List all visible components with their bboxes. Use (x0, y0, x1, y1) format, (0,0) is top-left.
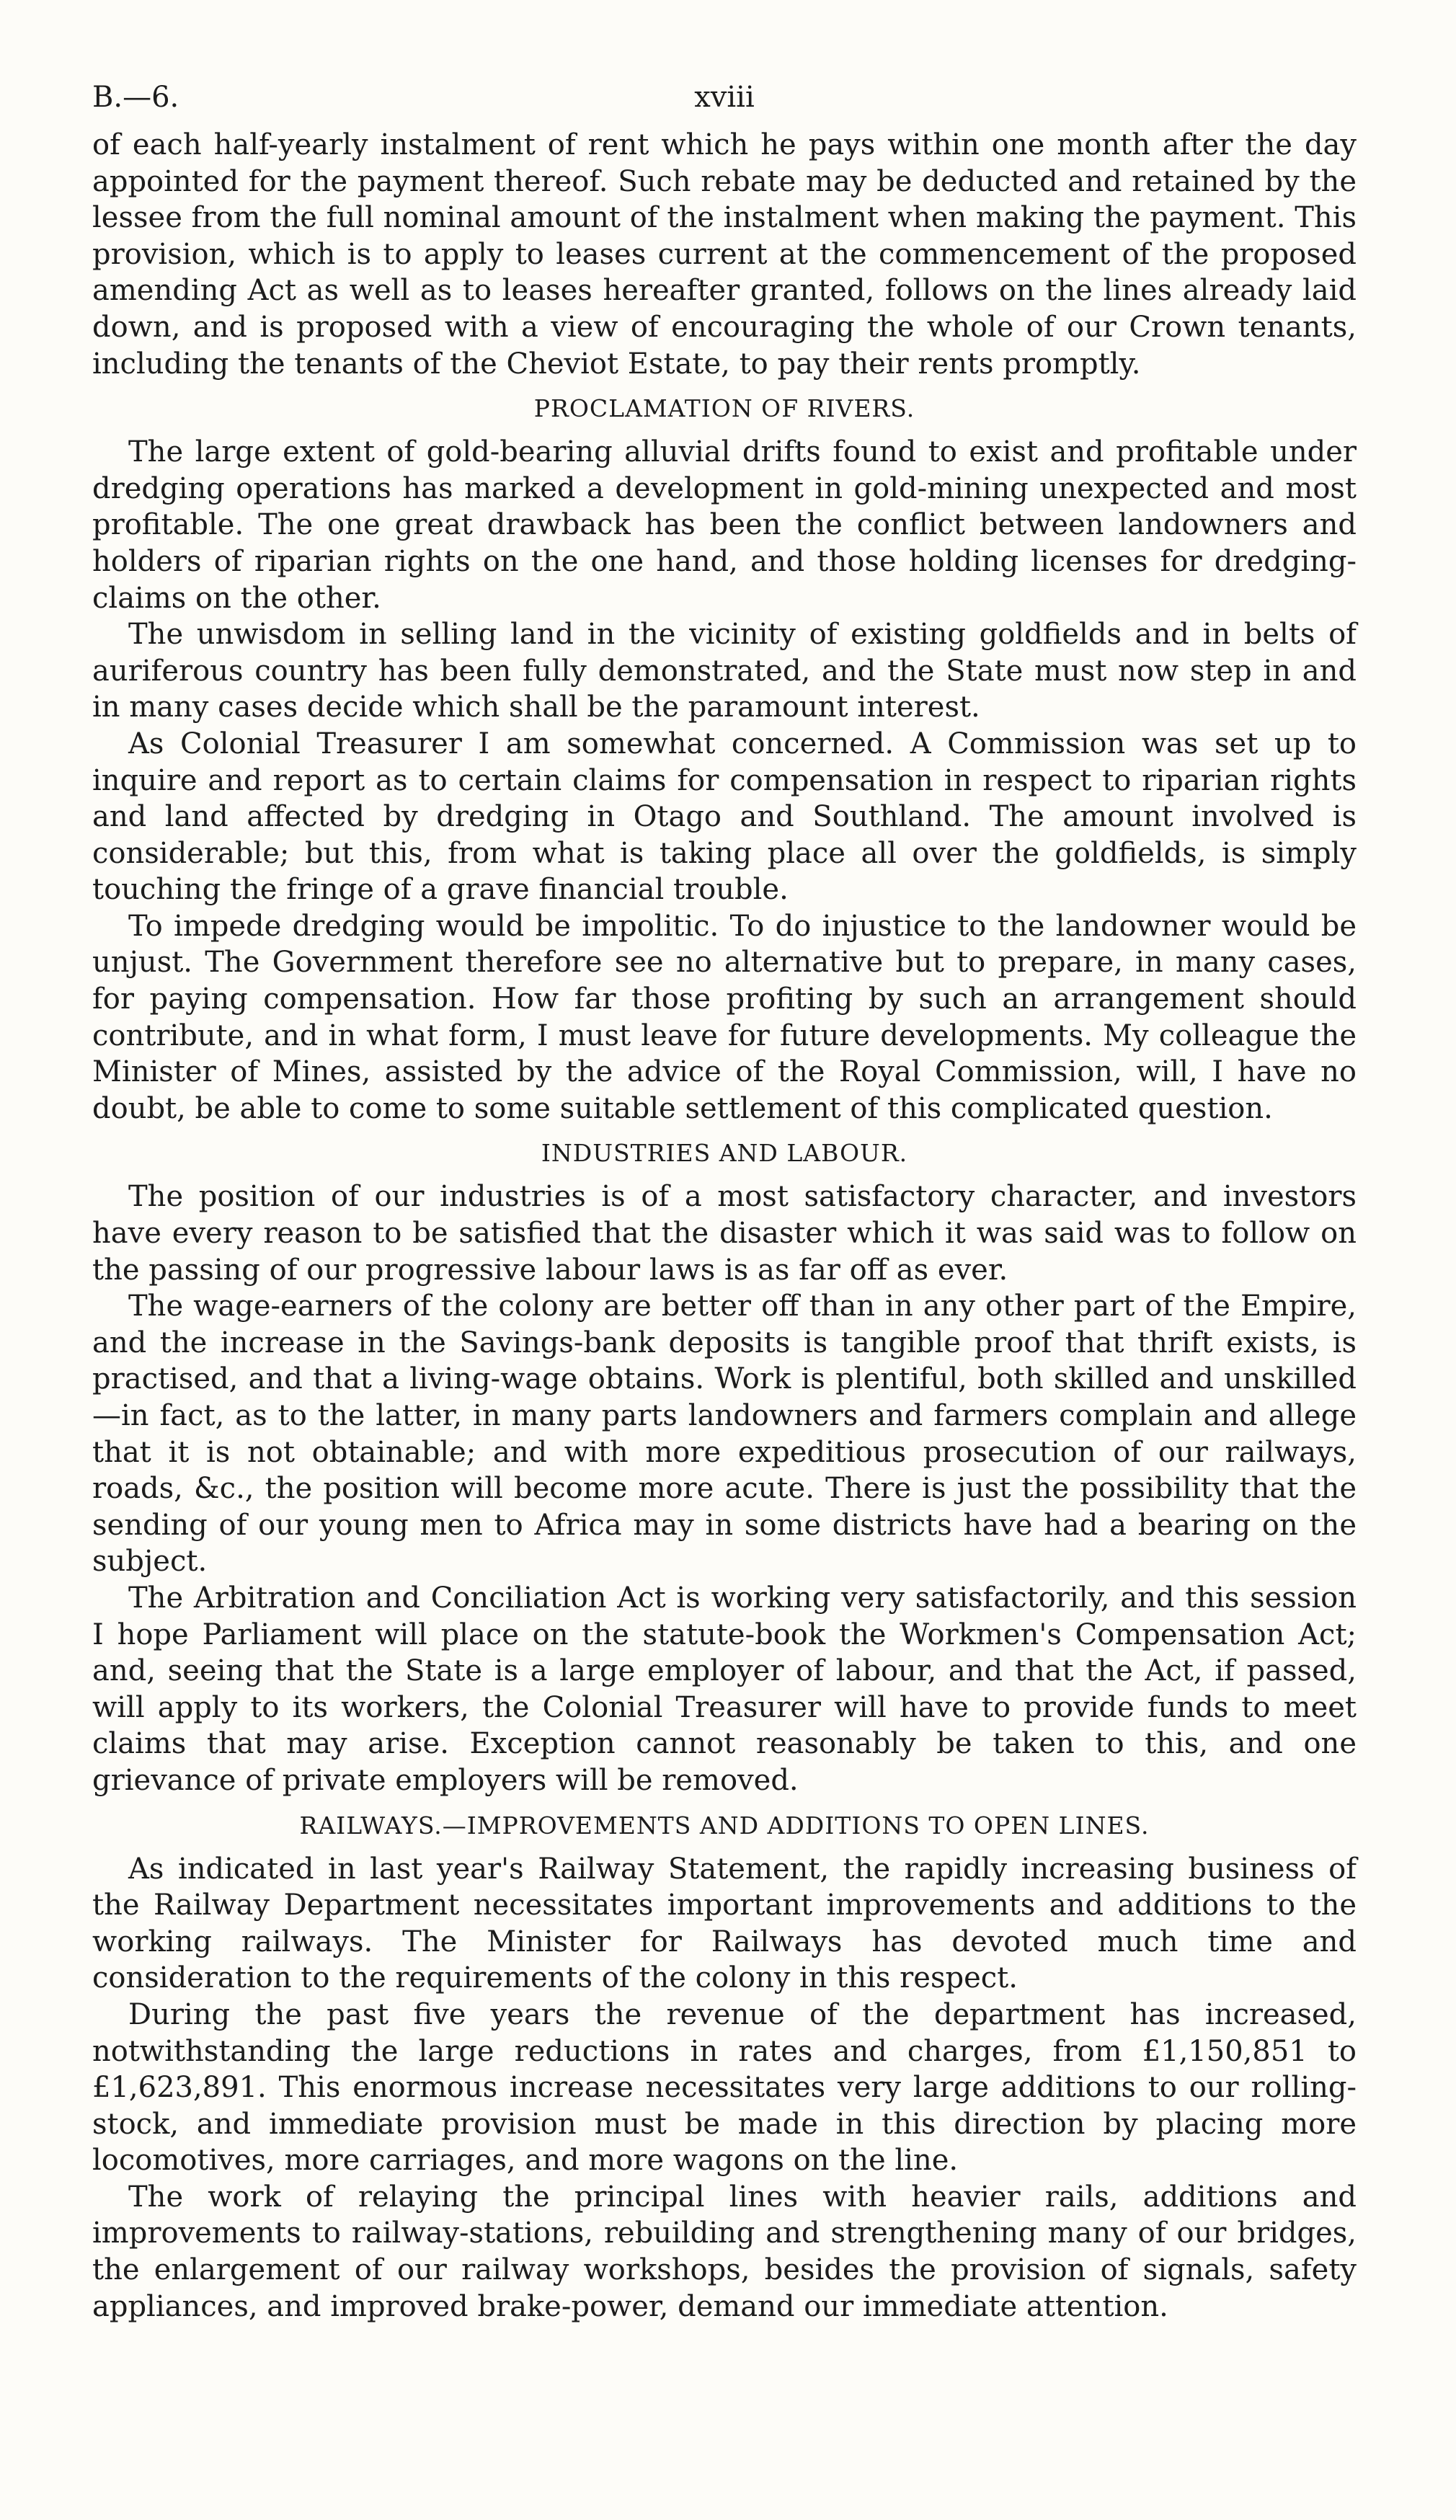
paragraph: of each half-yearly instalment of rent which he pays within one month after the day appointed for the payment thereof. Such rebate may be deducted and retained by the lessee from the full nominal amount of the instalment when making the payment. This provision, which is to apply to leases current at the commencement of the proposed amending Act as well as to leases hereafter granted, follows on the lines already laid down, and is proposed with a view of encouraging the whole of our Crown tenants, including the tenants of the Cheviot Estate, to pay their rents promptly. (92, 128, 1357, 381)
section-heading: RAILWAYS.—IMPROVEMENTS AND ADDITIONS TO OPEN LINES. (299, 1811, 1150, 1840)
section-heading: PROCLAMATION OF RIVERS. (533, 394, 915, 423)
document-reference: B.—6. (92, 81, 179, 114)
paragraph: The wage-earners of the colony are better off than in any other part of the Empire, and the increase in the Savings-bank deposits is tangible proof that thrift exists, is practised, and that a living-wage obtains. Work is plentiful, both skilled and unskilled—in fact, as to the latter, in many parts landowners and farmers complain and allege that it is not obtainable; and with more expeditious prosecution of our railways, roads, &c., the position will become more acute. There is just the possibility that the sending of our young men to Africa may in some districts have had a bearing on the subject. (92, 1290, 1357, 1579)
paragraph: The large extent of gold-bearing alluvial drifts found to exist and profitable under dredging operations has marked a development in gold-mining unexpected and most profitable. The one great drawback has been the conflict between landowners and holders of riparian rights on the one hand, and those holding licenses for dredging-claims on the other. (92, 435, 1357, 615)
paragraph: As indicated in last year's Railway Statement, the rapidly increasing business of the Railway Department necessitates important improvements and additions to the working railways. The Minister for Railways has devoted much time and consideration to the requirements of the colony in this respect. (92, 1852, 1357, 1995)
section-railways-improvements (92, 1809, 1357, 2325)
section-rent-rebate (92, 127, 1357, 382)
section-industries-and-labour (92, 1137, 1357, 1798)
section-heading: INDUSTRIES AND LABOUR. (541, 1139, 908, 1168)
paragraph: During the past five years the revenue of the department has increased, notwithstanding the large reductions in rates and charges, from £1,150,851 to £1,623,891. This enormous increase necessitates very large additions to our rolling-stock, and immediate provision must be made in this direction by placing more locomotives, more carriages, and more wagons on the line. (92, 1997, 1357, 2178)
paragraph: The Arbitration and Conciliation Act is working very satisfactorily, and this session I hope Parliament will place on the statute-book the Workmen's Compensation Act; and, seeing that the State is a large employer of labour, and that the Act, if passed, will apply to its workers, the Colonial Treasurer will have to provide funds to meet claims that may arise. Exception cannot reasonably be taken to this, and one grievance of private employers will be removed. (92, 1581, 1357, 1797)
paragraph: As Colonial Treasurer I am somewhat concerned. A Commission was set up to inquire and report as to certain claims for compensation in respect to riparian rights and land affected by dredging in Otago and Southland. The amount involved is considerable; but this, from what is taking place all over the goldfields, is simply touching the fringe of a grave financial trouble. (92, 727, 1357, 907)
section-proclamation-of-rivers (92, 392, 1357, 1127)
paragraph: To impede dredging would be impolitic. To do injustice to the landowner would be unjust. The Government therefore see no alternative but to prepare, in many cases, for paying compensation. How far those profiting by such an arrangement should contribute, and in what form, I must leave for future developments. My colleague the Minister of Mines, assisted by the advice of the Royal Commission, will, I have no doubt, be able to come to some suitable settlement of this complicated question. (92, 909, 1357, 1125)
paragraph: The position of our industries is of a most satisfactory character, and investors have every reason to be satisfied that the disaster which it was said was to follow on the passing of our progressive labour laws is as far off as ever. (92, 1180, 1357, 1287)
page-number: xviii (694, 81, 755, 114)
page-header (92, 79, 1357, 127)
document-page (92, 79, 1357, 2325)
paragraph: The unwisdom in selling land in the vicinity of existing goldfields and in belts of auriferous country has been fully demonstrated, and the State must now step in and in many cases decide which shall be the paramount interest. (92, 618, 1357, 724)
paragraph: The work of relaying the principal lines with heavier rails, additions and improvements to railway-stations, rebuilding and strengthening many of our bridges, the enlargement of our railway workshops, besides the provision of signals, safety appliances, and improved brake-power, demand our immediate attention. (92, 2180, 1357, 2323)
